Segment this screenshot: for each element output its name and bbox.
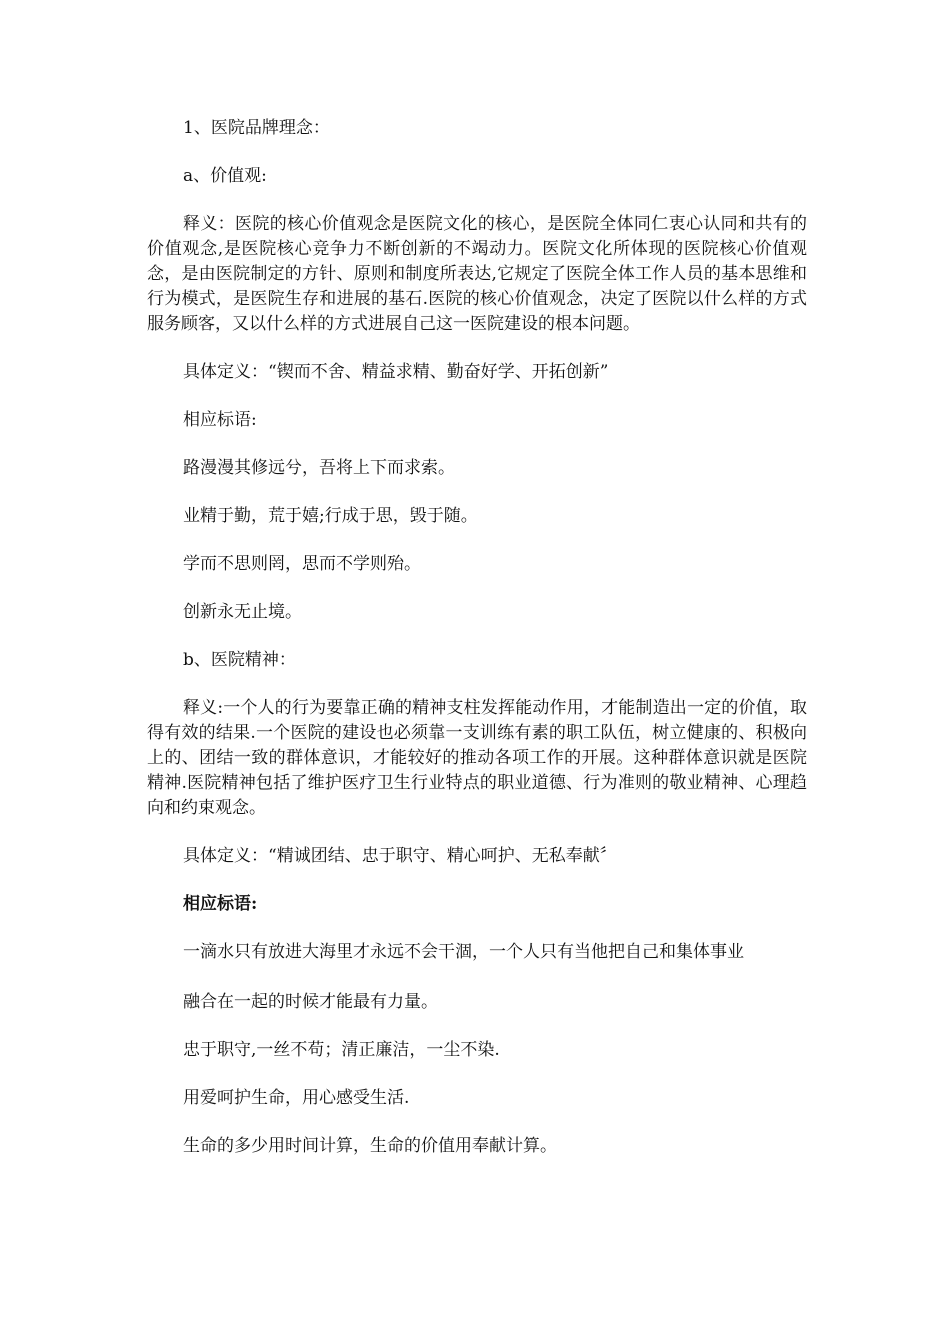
section-a-definition: 具体定义：“锲而不舍、精益求精、勤奋好学、开拓创新” bbox=[183, 362, 609, 382]
section-a-slogans-title: 相应标语: bbox=[183, 410, 257, 430]
slogan-line: 路漫漫其修远兮，吾将上下而求索。 bbox=[183, 458, 455, 478]
slogan-line: 创新永无止境。 bbox=[183, 602, 302, 622]
slogan-line: 一滴水只有放进大海里才永远不会干涸，一个人只有当他把自己和集体事业 bbox=[183, 942, 744, 962]
section-a-explanation: 释义：医院的核心价值观念是医院文化的核心，是医院全体同仁衷心认同和共有的价值观念,是医院核心竞争力不断创新的不竭动力。医院文化所体现的医院核心价值观念，是由医院制定的方针、原则和制度所表达,它规定了医院全体工作人员的基本思维和行为模式，是医院生存和进展的基石.医院的核心价值观念，决定了医院以什么样的方式服务顾客，又以什么样的方式进展自己这一医院建设的根本问题。 bbox=[147, 214, 807, 334]
section-b-slogans-title: 相应标语: bbox=[183, 894, 258, 914]
slogan-line: 学而不思则罔，思而不学则殆。 bbox=[183, 554, 421, 574]
section-b-title: b、医院精神： bbox=[183, 650, 296, 670]
section-b-definition: 具体定义：“精诚团结、忠于职守、精心呵护、无私奉献〞 bbox=[183, 846, 617, 866]
slogan-line: 忠于职守,一丝不苟；清正廉洁，一尘不染. bbox=[183, 1040, 500, 1060]
section-a-title: a、价值观: bbox=[183, 166, 267, 186]
heading-brand-concept: 1、医院品牌理念： bbox=[183, 118, 330, 138]
slogan-line: 用爱呵护生命，用心感受生活. bbox=[183, 1088, 410, 1108]
slogan-line: 融合在一起的时候才能最有力量。 bbox=[183, 992, 438, 1012]
document-body bbox=[147, 116, 807, 1159]
slogan-line: 业精于勤，荒于嬉;行成于思，毁于随。 bbox=[183, 506, 478, 526]
slogan-line: 生命的多少用时间计算，生命的价值用奉献计算。 bbox=[183, 1136, 557, 1156]
section-b-explanation: 释义:一个人的行为要靠正确的精神支柱发挥能动作用，才能制造出一定的价值，取得有效的结果.一个医院的建设也必须靠一支训练有素的职工队伍，树立健康的、积极向上的、团结一致的群体意识，才能较好的推动各项工作的开展。这种群体意识就是医院精神.医院精神包括了维护医疗卫生行业特点的职业道德、行为准则的敬业精神、心理趋向和约束观念。 bbox=[147, 698, 807, 818]
